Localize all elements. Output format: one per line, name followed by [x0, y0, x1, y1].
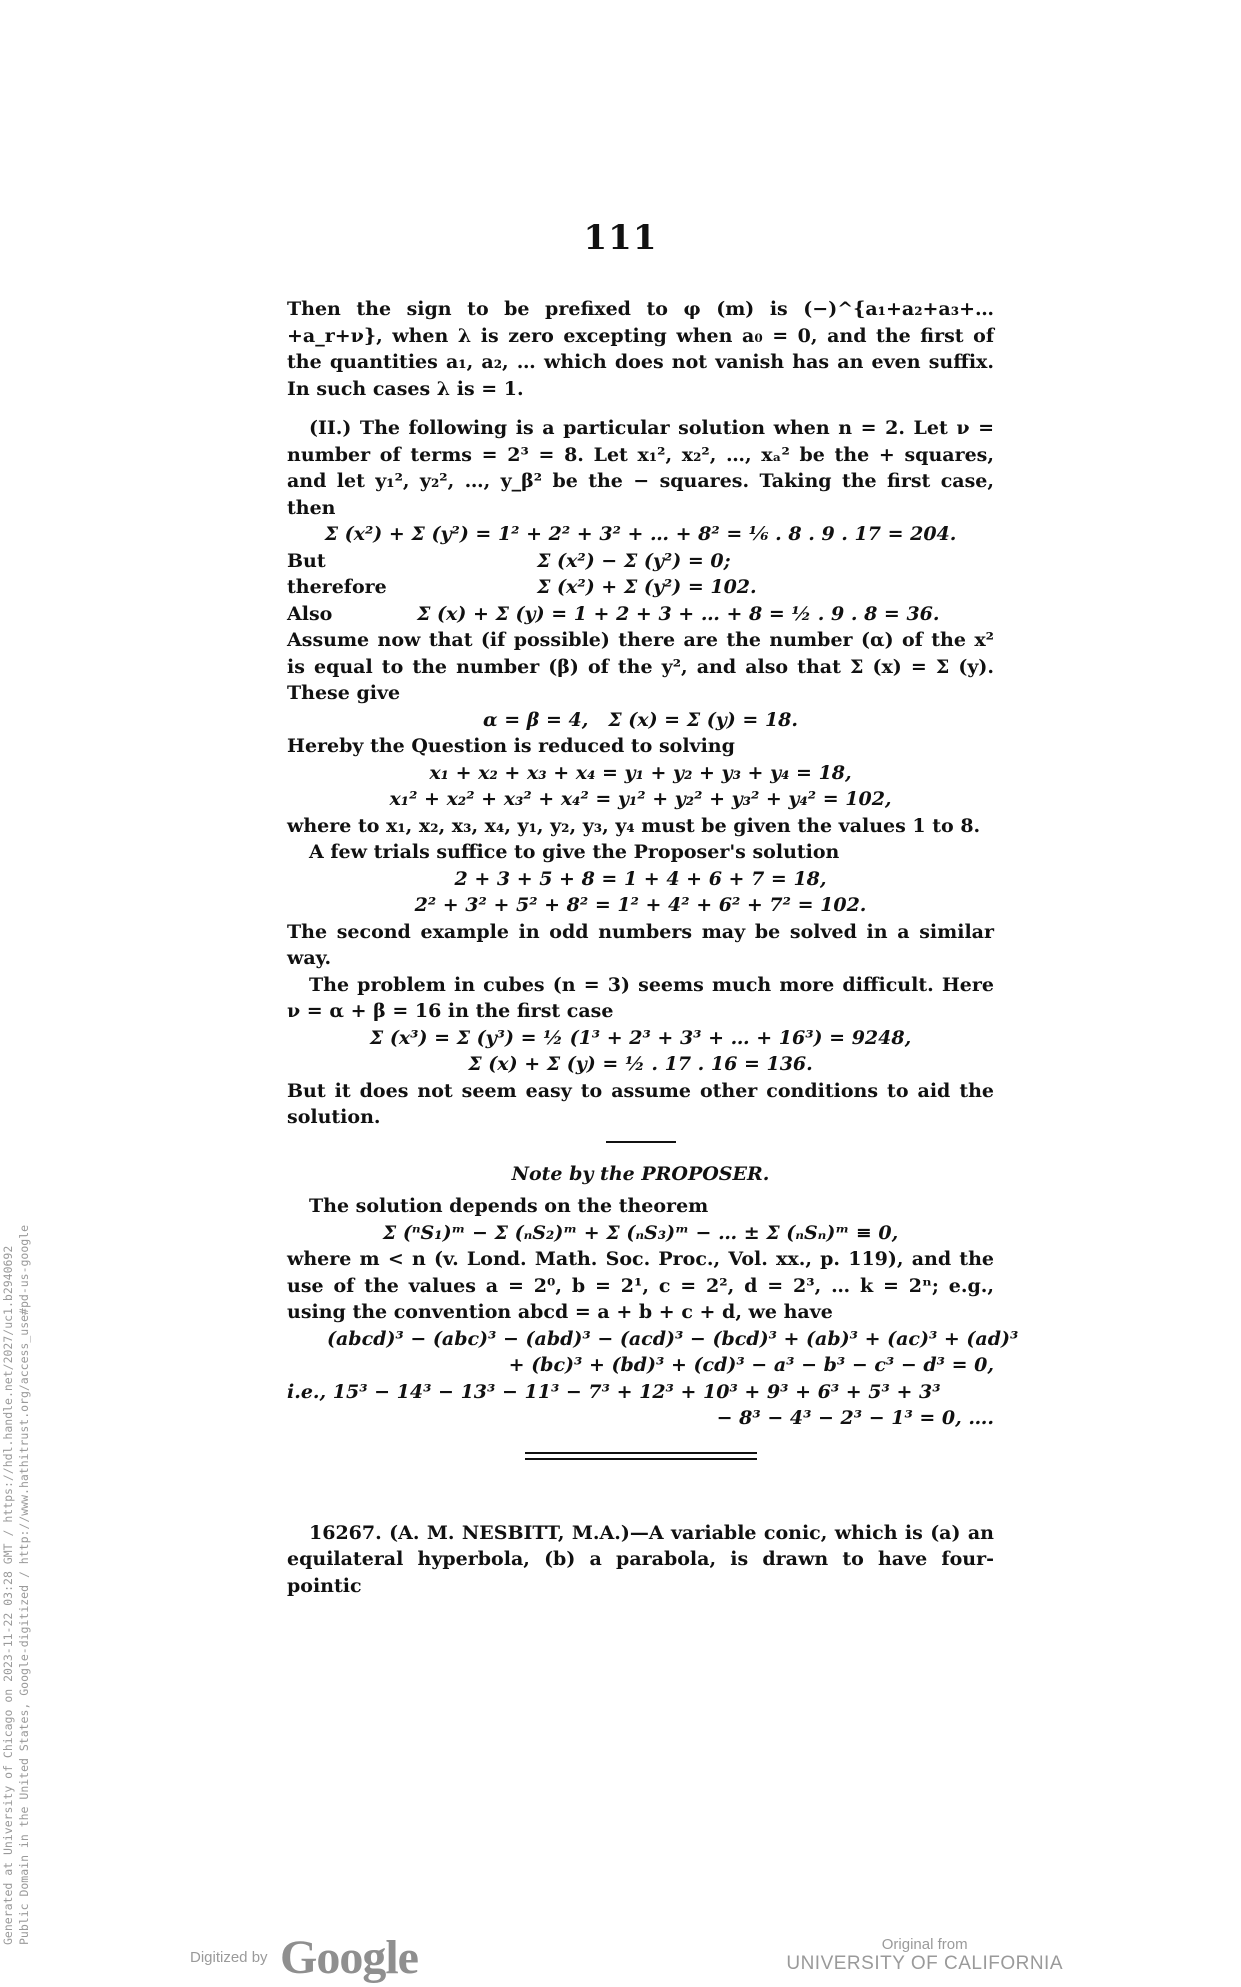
paragraph-conditions: But it does not seem easy to assume other conditions to aid the solution.	[287, 1079, 994, 1128]
note-equation-numeric-2: − 8³ − 4³ − 2³ − 1³ = 0, ….	[716, 1407, 994, 1429]
note-equation-theorem: Σ (ⁿS₁)ᵐ − Σ (ₙS₂)ᵐ + Σ (ₙS₃)ᵐ − … ± Σ (ₙSₙ)ᵐ ≡ 0,	[382, 1221, 899, 1244]
university-label: UNIVERSITY OF CALIFORNIA	[786, 1953, 1063, 1974]
original-from-label: Original from	[881, 1936, 968, 1953]
label-but: But	[287, 549, 326, 572]
paragraph-sign-rule: Then the sign to be prefixed to φ (m) is (−)^{a₁+a₂+a₃+…+a_r+ν}, when λ is zero excepting when a₀ = 0, and the first of the quantities a₁, a₂, … which does not vanish has an even suffix. In such cases λ is = 1.	[287, 298, 994, 400]
paragraph-odd-numbers: The second example in odd numbers may be solved in a similar way.	[287, 920, 994, 969]
equation-also: Σ (x) + Σ (y) = 1 + 2 + 3 + … + 8 = ½ . 9 . 8 = 36.	[417, 602, 940, 625]
page-number: 111	[583, 218, 658, 258]
note-equation-expansion-2: + (bc)³ + (bd)³ + (cd)³ − a³ − b³ − c³ − d³ = 0,	[508, 1354, 994, 1376]
paragraph-particular-solution: (II.) The following is a particular solution when n = 2. Let ν = number of terms = 2³ = 8. Let x₁², x₂², …, xₐ² be the + squares, and let y₁², y₂², …, y_β² be the − squares. Taking the first case, then	[287, 417, 994, 519]
hathitrust-margin-stamp	[0, 1225, 32, 1945]
equation-linear: x₁ + x₂ + x₃ + x₄ = y₁ + y₂ + y₃ + y₄ = 18,	[429, 761, 852, 784]
divider-double	[525, 1452, 757, 1460]
equation-solution-linear: 2 + 3 + 5 + 8 = 1 + 4 + 6 + 7 = 18,	[454, 867, 827, 890]
equation-sum-squares: Σ (x²) + Σ (y²) = 1² + 2² + 3² + … + 8² = ⅙ . 8 . 9 . 17 = 204.	[324, 523, 957, 545]
stamp-line-1: Generated at University of Chicago on 2023-11-22 03:28 GMT / https://hdl.handle.net/2027/uc1.b2940692	[1, 1245, 15, 1945]
equation-therefore: Σ (x²) + Σ (y²) = 102.	[537, 576, 757, 598]
original-from	[786, 1936, 1063, 1975]
label-therefore: therefore	[287, 576, 387, 598]
equation-cubes-linear: Σ (x) + Σ (y) = ½ . 17 . 16 = 136.	[468, 1053, 813, 1075]
paragraph-reduced: Hereby the Question is reduced to solving	[287, 735, 735, 757]
row-therefore	[287, 574, 994, 601]
digitized-by-google	[190, 1930, 418, 1985]
page-body	[287, 296, 1019, 1599]
paragraph-cubes: The problem in cubes (n = 3) seems much more difficult. Here ν = α + β = 16 in the first case	[287, 973, 994, 1022]
note-paragraph-where: where m < n (v. Lond. Math. Soc. Proc., Vol. xx., p. 119), and the use of the values a = 2⁰, b = 2¹, c = 2², d = 2³, … k = 2ⁿ; e.g., using the convention abcd = a + b + c + d, we have	[287, 1248, 994, 1323]
row-but	[287, 548, 994, 575]
digitized-by-label: Digitized by	[190, 1949, 268, 1966]
note-paragraph-theorem: The solution depends on the theorem	[309, 1195, 709, 1217]
next-question-text: 16267. (A. M. NESBITT, M.A.)—A variable conic, which is (a) an equilateral hyperbola, (b) a parabola, is drawn to have four-pointic	[287, 1521, 994, 1597]
equation-quadratic: x₁² + x₂² + x₃² + x₄² = y₁² + y₂² + y₃² + y₄² = 102,	[389, 788, 892, 810]
equation-alpha-beta: α = β = 4, Σ (x) = Σ (y) = 18.	[483, 708, 798, 731]
divider-short	[606, 1141, 676, 1143]
google-logo: Google	[280, 1931, 418, 1984]
note-equation-numeric-1: i.e., 15³ − 14³ − 13³ − 11³ − 7³ + 12³ + 10³ + 9³ + 6³ + 5³ + 3³	[287, 1380, 941, 1403]
label-also: Also	[287, 602, 333, 625]
paragraph-trials: A few trials suffice to give the Proposer's solution	[309, 841, 840, 863]
note-equation-expansion-1: (abcd)³ − (abc)³ − (abd)³ − (acd)³ − (bcd)³ + (ab)³ + (ac)³ + (ad)³	[327, 1327, 1019, 1350]
note-title: Note by the PROPOSER.	[511, 1162, 770, 1185]
equation-cubes-sum: Σ (x³) = Σ (y³) = ½ (1³ + 2³ + 3³ + … + 16³) = 9248,	[369, 1026, 912, 1049]
paragraph-assume: Assume now that (if possible) there are the number (α) of the x² is equal to the number (β) of the y², and also that Σ (x) = Σ (y). These give	[287, 629, 994, 704]
paragraph-values: where to x₁, x₂, x₃, x₄, y₁, y₂, y₃, y₄ must be given the values 1 to 8.	[287, 814, 981, 837]
row-also	[287, 601, 994, 628]
equation-but: Σ (x²) − Σ (y²) = 0;	[537, 549, 731, 572]
stamp-line-2: Public Domain in the United States, Google-digitized / http://www.hathitrust.org/access_use#pd-us-google	[17, 1224, 31, 1945]
equation-solution-quadratic: 2² + 3² + 5² + 8² = 1² + 4² + 6² + 7² = 102.	[414, 894, 867, 916]
